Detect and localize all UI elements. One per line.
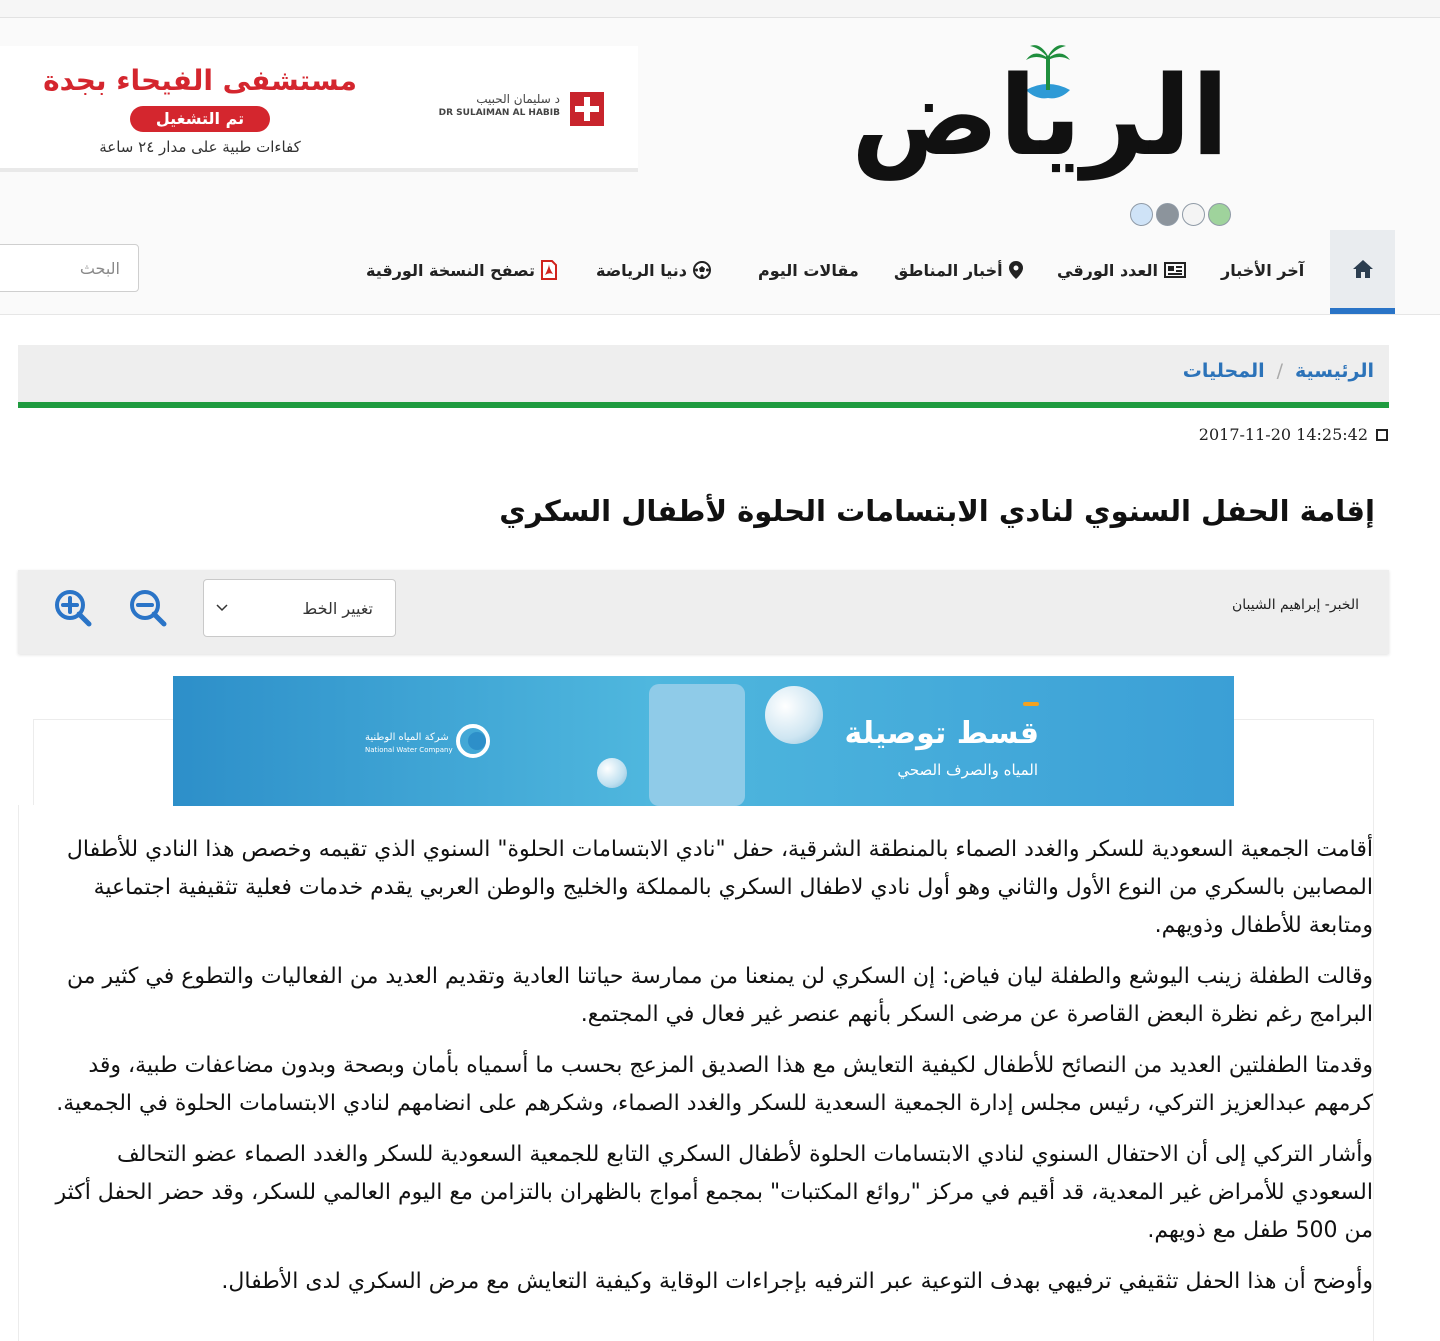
chevron-down-icon [216,604,228,612]
banner-company-ar: شركة المياه الوطنية [365,732,449,743]
article-paragraph: وقدمتا الطفلتين العديد من النصائح للأطفال لكيفية التعايش مع هذا الصديق المزعج بحسب ما أسمياه بأمان وبصحة وبدون مضاعفات طبية، وقد كرمهم عبدالعزيز التركي، رئيس مجلس إدارة الجمعية السعدية للسكر والغدد الصماء، وشكرهم على انضامهم لنادي الابتسامات الحلوة في الجمعية. [56,1053,1373,1116]
nav-regions-news-label: أخبار المناطق [894,260,1003,280]
banner-title: قسط توصيلة [844,716,1039,751]
nav-home[interactable] [1330,230,1395,314]
ad-sponsor-en: DR SULAIMAN AL HABIB [438,108,560,118]
banner-advertisement[interactable] [173,676,1234,806]
article-toolbar [18,570,1389,654]
calendar-icon [1376,429,1388,441]
breadcrumb-trail [1183,360,1374,382]
article-date [1199,425,1388,444]
newspaper-icon [1164,262,1186,278]
article-body [18,805,1374,1341]
dot-blue[interactable] [1130,203,1153,226]
map-marker-icon [1009,261,1023,279]
nav-print-edition-label: العدد الورقي [1057,260,1158,280]
zoom-out-icon[interactable] [128,588,168,628]
banner-orb [765,686,823,744]
nav-today-articles-label: مقالات اليوم [758,260,859,280]
ad-subtitle: كفاءات طبية على مدار ٢٤ ساعة [99,138,301,156]
search-input[interactable] [0,245,138,291]
banner-accent [1023,702,1039,706]
article-paragraph: وأوضح أن هذا الحفل تثقيفي ترفيهي بهدف التوعية عبر الترفيه بإجراءات الوقاية وكيفية التعايش مع مرض السكري لدى الأطفال. [221,1269,1373,1294]
breadcrumb-home[interactable]: الرئيسية [1295,360,1374,382]
nav-browse-pdf[interactable] [366,258,557,282]
ad-pill: تم التشغيل [130,106,270,132]
font-change-label: تغيير الخط [302,598,373,618]
logo-text: الرياض [850,52,1230,180]
search-box [0,244,139,292]
pdf-icon [541,260,557,280]
article-date-text: 2017-11-20 14:25:42 [1198,425,1368,444]
home-icon [1352,259,1374,279]
article-paragraph: أقامت الجمعية السعودية للسكر والغدد الصماء بالمنطقة الشرقية، حفل "نادي الابتسامات الحلوة" السنوي الذي تقيمه وخصص هذا النادي للأطفال المصابين بالسكري من النوع الأول والثاني وهو أول نادي لاطفال السكري بالمملكة والخليج والوطن العربي يقدم خدمات فعلية تثقيفية اجتماعية ومتابعة للأطفال وذويهم. [66,837,1373,938]
article-author: الخبر- إبراهيم الشيبان [1231,597,1359,613]
site-header [0,18,1440,315]
water-company-logo-icon [456,724,490,758]
dot-gray[interactable] [1156,203,1179,226]
nav-sports-label: دنيا الرياضة [596,260,687,280]
site-logo[interactable] [840,38,1240,198]
dot-white[interactable] [1182,203,1205,226]
nav-print-edition[interactable] [1057,258,1186,282]
nav-regions-news[interactable] [894,258,1023,282]
nav-today-articles[interactable] [758,258,859,282]
article-paragraph: وأشار التركي إلى أن الاحتفال السنوي لنادي الابتسامات الحلوة لأطفال السكري التابع للجمعية السعودية للسكر والغدد الصماء عضو التحالف السعودي للأمراض غير المعدية، قد أقيم في مركز "روائع المكتبات" بمجمع أمواج بالظهران بالتزامن مع اليوم العالمي للسكر، وقد حضر الحفل أكثر من 500 طفل مع ذويهم. [55,1142,1373,1243]
football-icon [693,261,711,279]
breadcrumb [18,345,1389,408]
nav-browse-pdf-label: تصفح النسخة الورقية [366,260,535,280]
article-title: إقامة الحفل السنوي لنادي الابتسامات الحلوة لأطفال السكري [499,494,1375,528]
nav-latest-news-label: آخر الأخبار [1221,260,1305,280]
main-nav [0,230,1440,315]
font-change-select[interactable] [203,579,396,637]
banner-company-en: National Water Company [365,746,453,754]
dot-green[interactable] [1208,203,1231,226]
top-advertisement[interactable] [0,46,638,172]
nav-sports[interactable] [596,258,711,282]
banner-person-image [649,684,745,806]
site-dots [1130,203,1231,226]
hospital-logo-icon [570,92,604,126]
nav-latest-news[interactable] [1221,258,1304,282]
top-strip [0,0,1440,18]
article-paragraph: وقالت الطفلة زينب اليوشع والطفلة ليان فياض: إن السكري لن يمنعنا من ممارسة حياتنا العادية وتقديم العديد من الفعاليات والتطوع في كثير من البرامج رغم نظرة البعض القاصرة عن مرضى السكر بأنهم عنصر غير فعال في المجتمع. [66,964,1373,1027]
banner-subtitle: المياه والصرف الصحي [897,761,1038,779]
ad-sponsor-ar: د سليمان الحبيب [476,92,560,106]
zoom-in-icon[interactable] [53,588,93,628]
breadcrumb-current[interactable]: المحليات [1182,360,1265,382]
breadcrumb-separator: / [1276,360,1284,382]
ad-title: مستشفى الفيحاء بجدة [43,64,357,97]
banner-orb-small [597,758,627,788]
